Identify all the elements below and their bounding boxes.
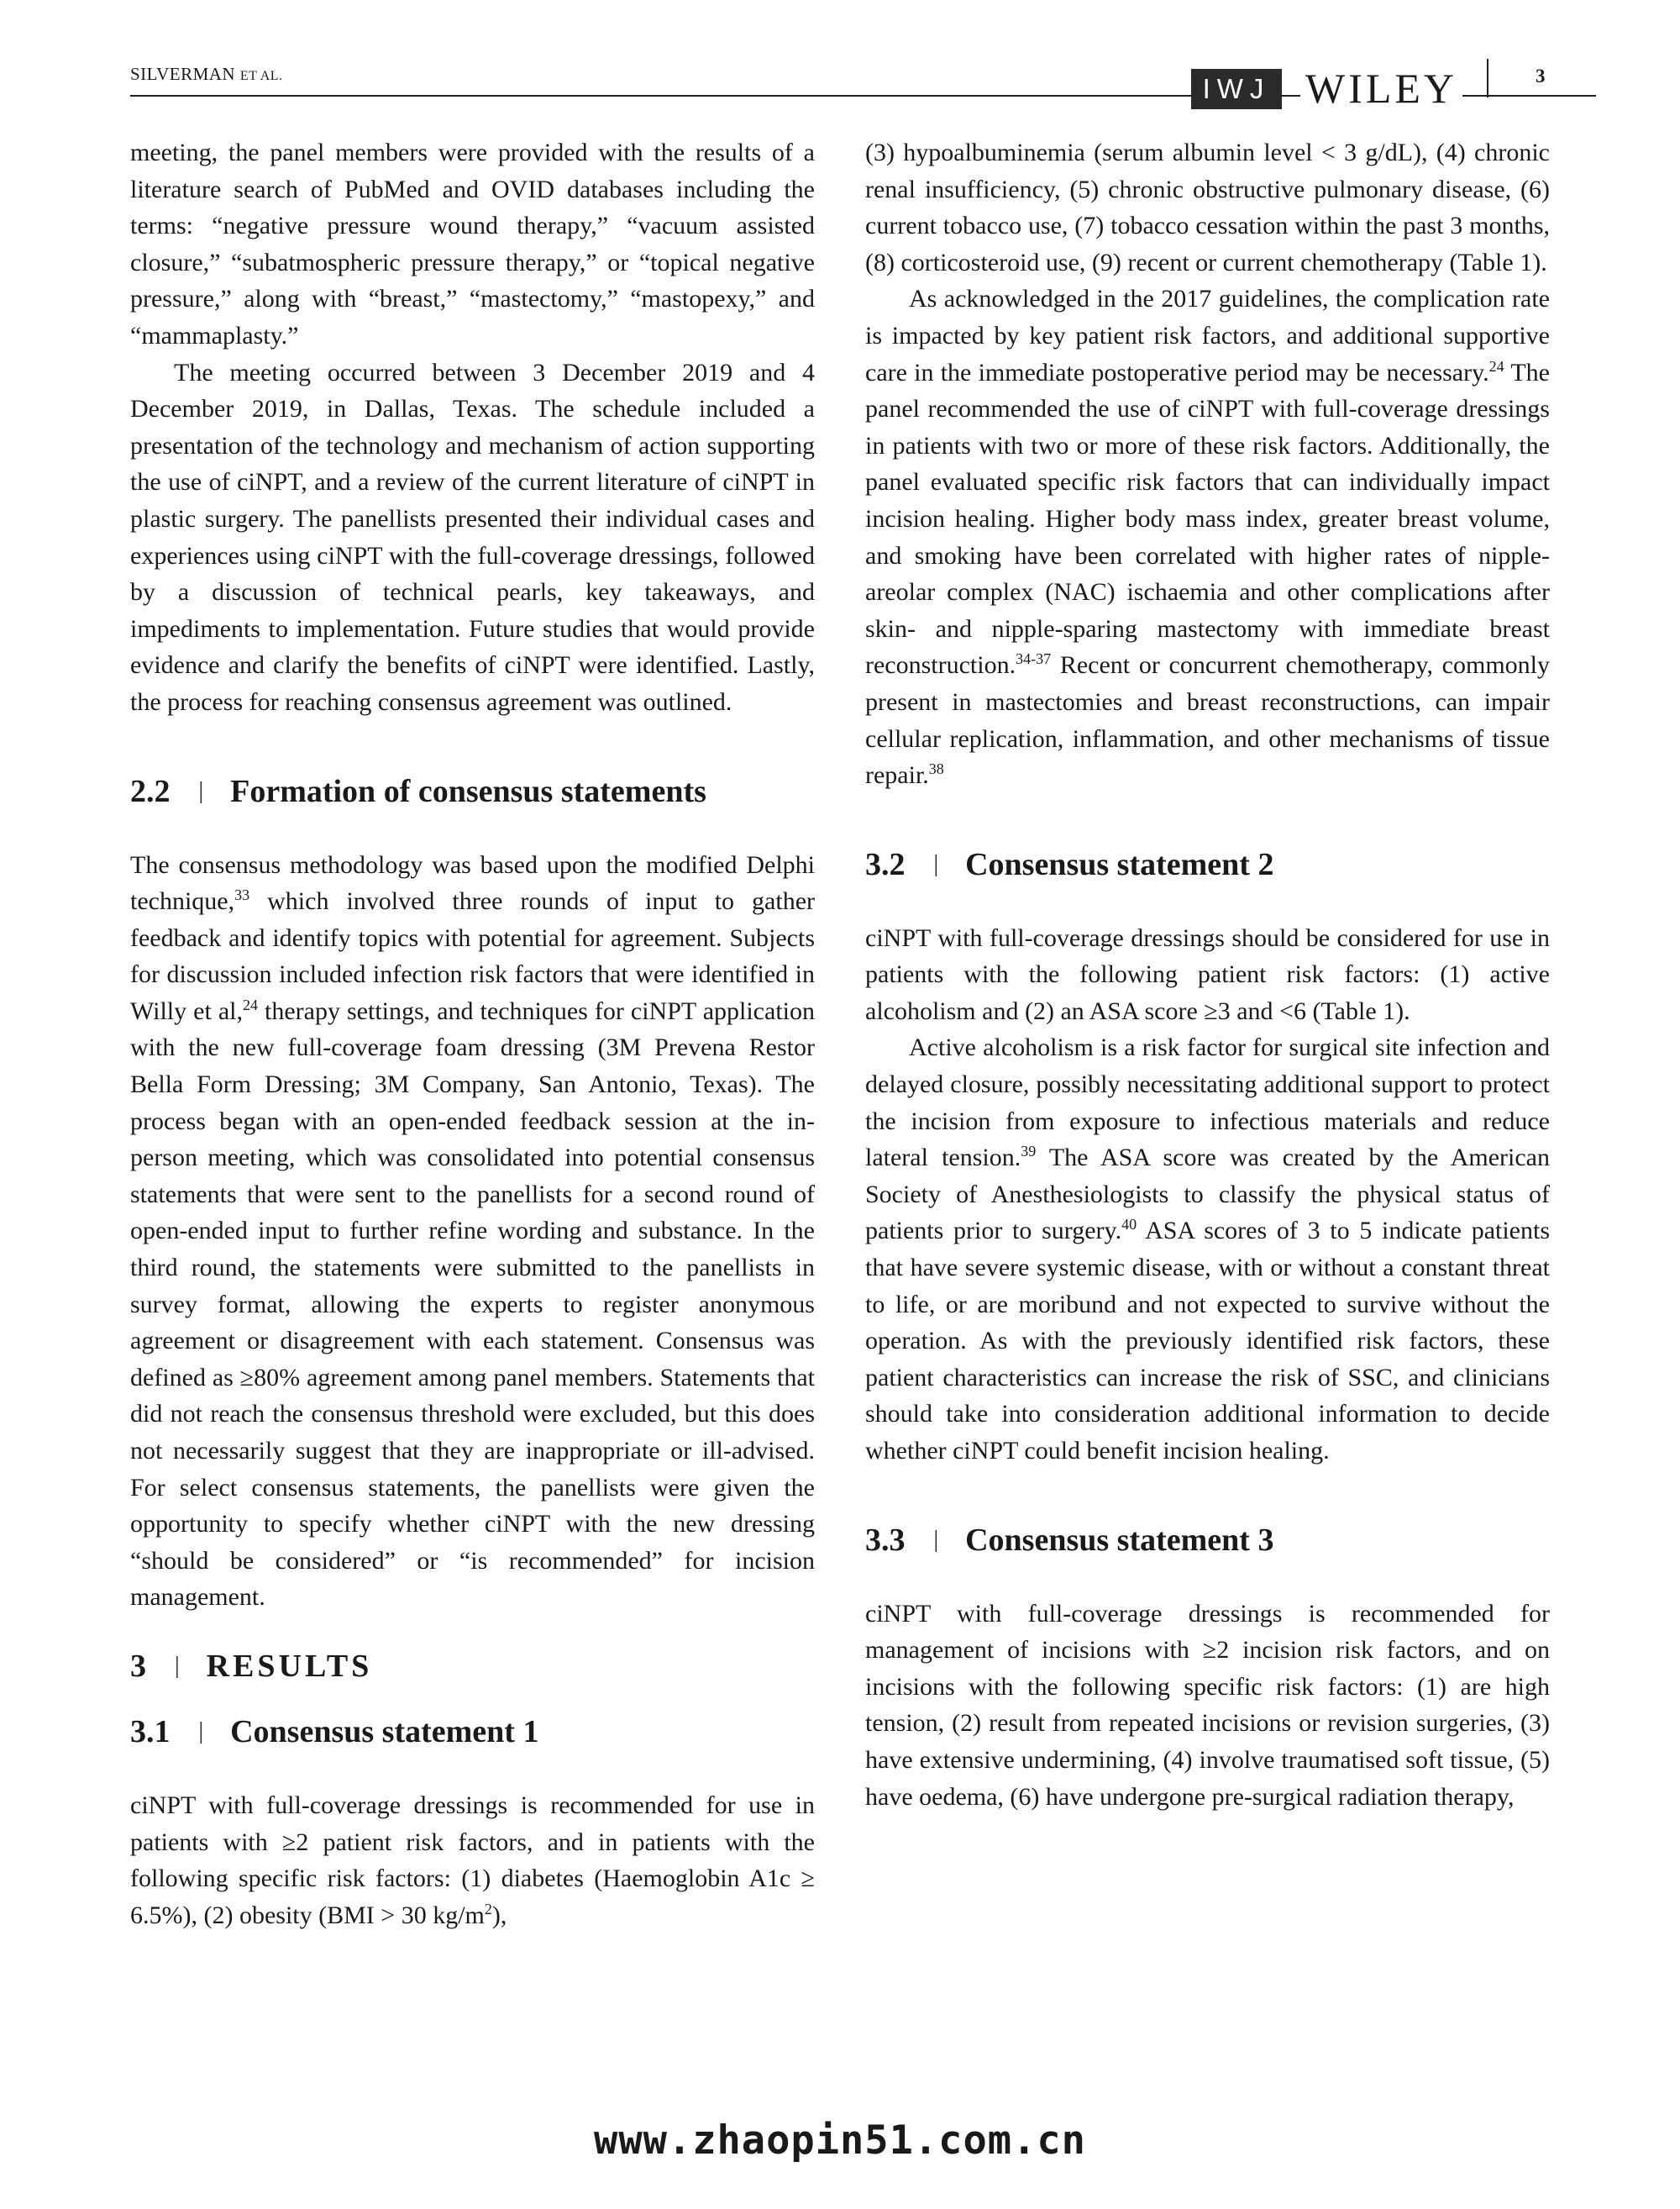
left-column bbox=[130, 134, 815, 1933]
paragraph: ciNPT with full-coverage dressings should be considered for use in patients with the following patient risk factors: (1) active alcoholism and (2) an ASA score ≥3 and <6 (Table 1). bbox=[865, 923, 1550, 1025]
paragraph bbox=[130, 1787, 815, 1933]
page-header bbox=[0, 0, 1680, 112]
paragraph: ciNPT with full-coverage dressings is recommended for management of incisions with ≥2 incision risk factors, and on incisions with the following specific risk factors: (1) are high tension, (2) result from repeated incisions or revision surgeries, (3) have extensive undermining, (4) involve traumatised soft tissue, (5) have oedema, (6) have undergone pre-surgical radiation therapy, bbox=[865, 1599, 1550, 1811]
text-run: The consensus methodology was based upon the modified Delphi technique, bbox=[130, 850, 815, 916]
section-number: 3.3 bbox=[865, 1522, 906, 1558]
section-title: Consensus statement 2 bbox=[965, 846, 1274, 882]
journal-logo: IWJ bbox=[1191, 69, 1282, 109]
section-heading-3-1: 3.1 | Consensus statement 1 bbox=[130, 1713, 539, 1749]
running-head-etal: ET AL. bbox=[239, 69, 283, 83]
paragraph bbox=[130, 847, 815, 1616]
right-column bbox=[865, 134, 1550, 1815]
section-number: 3 bbox=[130, 1648, 146, 1684]
running-head bbox=[130, 64, 283, 85]
section-number: 3.1 bbox=[130, 1713, 171, 1749]
section-heading-2-2: 2.2 | Formation of consensus statements bbox=[130, 773, 706, 809]
text-run: As acknowledged in the 2017 guidelines, the complication rate is impacted by key patient risk factors, and additional supportive care in the immediate postoperative period may be necessary. bbox=[865, 285, 1550, 387]
text-run: ASA scores of 3 to 5 indicate patients that have severe systemic disease, with or without a constant threat to life, or are moribund and not expected to survive without the operation. As with the previously identified risk factors, these patient characteristics can increase the risk of SSC, and clinicians should take into consideration additional information to decide whether ciNPT could benefit incision healing. bbox=[865, 1217, 1550, 1465]
section-heading-3-2: 3.2 | Consensus statement 2 bbox=[865, 846, 1274, 882]
citation-ref: 40 bbox=[1121, 1216, 1137, 1233]
text-run: The panel recommended the use of ciNPT with full-coverage dressings in patients with two or more of these risk factors. Additionally, the panel evaluated specific risk factors that can individually impact incision healing. Higher body mass index, greater breast volume, and smoking have been correlated with higher rates of nipple-areolar complex (NAC) ischaemia and other complications after skin- and nipple-sparing mastectomy with immediate breast reconstruction. bbox=[865, 358, 1550, 680]
running-head-author: SILVERMAN bbox=[130, 64, 236, 84]
citation-ref: 34-37 bbox=[1016, 650, 1052, 668]
text-run: Recent or concurrent chemotherapy, commonly present in mastectomies and breast reconstructions, can impair cellular replication, inflammation, and other mechanisms of tissue repair. bbox=[865, 651, 1550, 790]
paragraph: The meeting occurred between 3 December 2019 and 4 December 2019, in Dallas, Texas. The schedule included a presentation of the technology and mechanism of action supporting the use of ciNPT, and a review of the current literature of ciNPT in plastic surgery. The panellists presented their individual cases and experiences using ciNPT with the full-coverage dressings, followed by a discussion of technical pearls, key takeaways, and impediments to implementation. Future studies that would provide evidence and clarify the benefits of ciNPT were identified. Lastly, the process for reaching consensus agreement was outlined. bbox=[130, 358, 815, 716]
page-number: 3 bbox=[1536, 66, 1546, 87]
citation-ref: 39 bbox=[1021, 1143, 1037, 1160]
section-number: 2.2 bbox=[130, 773, 171, 809]
text-run: ), bbox=[491, 1901, 507, 1929]
text-run: which involved three rounds of input to gather feedback and identify topics with potential for agreement. Subjects for discussion included infection risk factors that were identified in Willy et al, bbox=[130, 887, 815, 1025]
text-run: The ASA score was created by the American Society of Anesthesiologists to classify the physical status of patients prior to surgery. bbox=[865, 1144, 1550, 1245]
paragraph: meeting, the panel members were provided with the results of a literature search of PubMed and OVID databases including the terms: “negative pressure wound therapy,” “vacuum assisted closure,” “subatmospheric pressure therapy,” or “topical negative pressure,” along with “breast,” “mastectomy,” “mastopexy,” and “mammaplasty.” bbox=[130, 139, 815, 350]
citation-ref: 24 bbox=[1488, 357, 1504, 375]
section-title: Formation of consensus statements bbox=[230, 773, 706, 809]
section-title: Consensus statement 3 bbox=[965, 1522, 1274, 1558]
publisher-logo: WILEY bbox=[1300, 64, 1462, 113]
section-heading-3-3: 3.3 | Consensus statement 3 bbox=[865, 1522, 1274, 1558]
section-title: RESULTS bbox=[206, 1648, 373, 1684]
text-run: therapy settings, and techniques for ciNPT application with the new full-coverage foam dressing (3M Prevena Restor Bella Form Dressing; 3M Company, San Antonio, Texas). The process began with an open-ended feedback session at the in-person meeting, which was consolidated into potential consensus statements that were sent to the panellists for a second round of open-ended input to further refine wording and substance. In the third round, the statements were submitted to the panellists in survey format, allowing the experts to register anonymous agreement or disagreement with each statement. Consensus was defined as ≥80% agreement among panel members. Statements that did not reach the consensus threshold were excluded, but this does not necessarily suggest that they are inappropriate or ill-advised. For select consensus statements, the panellists were given the opportunity to specify whether ciNPT with the new dressing “should be considered” or “is recommended” for incision management. bbox=[130, 997, 815, 1612]
superscript: 2 bbox=[484, 1900, 492, 1917]
section-number: 3.2 bbox=[865, 846, 906, 882]
citation-ref: 38 bbox=[928, 760, 944, 778]
paragraph: (3) hypoalbuminemia (serum albumin level < 3 g/dL), (4) chronic renal insufficiency, (5) chronic obstructive pulmonary disease, (6) current tobacco use, (7) tobacco cessation within the past 3 months, (8) corticosteroid use, (9) recent or current chemotherapy (Table 1). bbox=[865, 139, 1550, 276]
paragraph bbox=[865, 281, 1550, 793]
citation-ref: 33 bbox=[234, 886, 250, 904]
header-divider bbox=[1487, 59, 1488, 97]
footer-watermark: www.zhaopin51.com.cn bbox=[594, 2117, 1086, 2164]
section-title: Consensus statement 1 bbox=[230, 1713, 539, 1749]
paragraph bbox=[865, 1029, 1550, 1469]
citation-ref: 24 bbox=[242, 996, 258, 1013]
text-run: ciNPT with full-coverage dressings is recommended for use in patients with ≥2 patient risk factors, and in patients with the following specific risk factors: (1) diabetes (Haemoglobin A1c ≥ 6.5%), (2) obesity (BMI > 30 kg/m bbox=[130, 1791, 815, 1929]
section-heading-3: 3 | RESULTS bbox=[130, 1648, 373, 1684]
text-run: Active alcoholism is a risk factor for surgical site infection and delayed closure, possibly necessitating additional support to protect the incision from exposure to infectious materials and reduce lateral tension. bbox=[865, 1033, 1550, 1172]
